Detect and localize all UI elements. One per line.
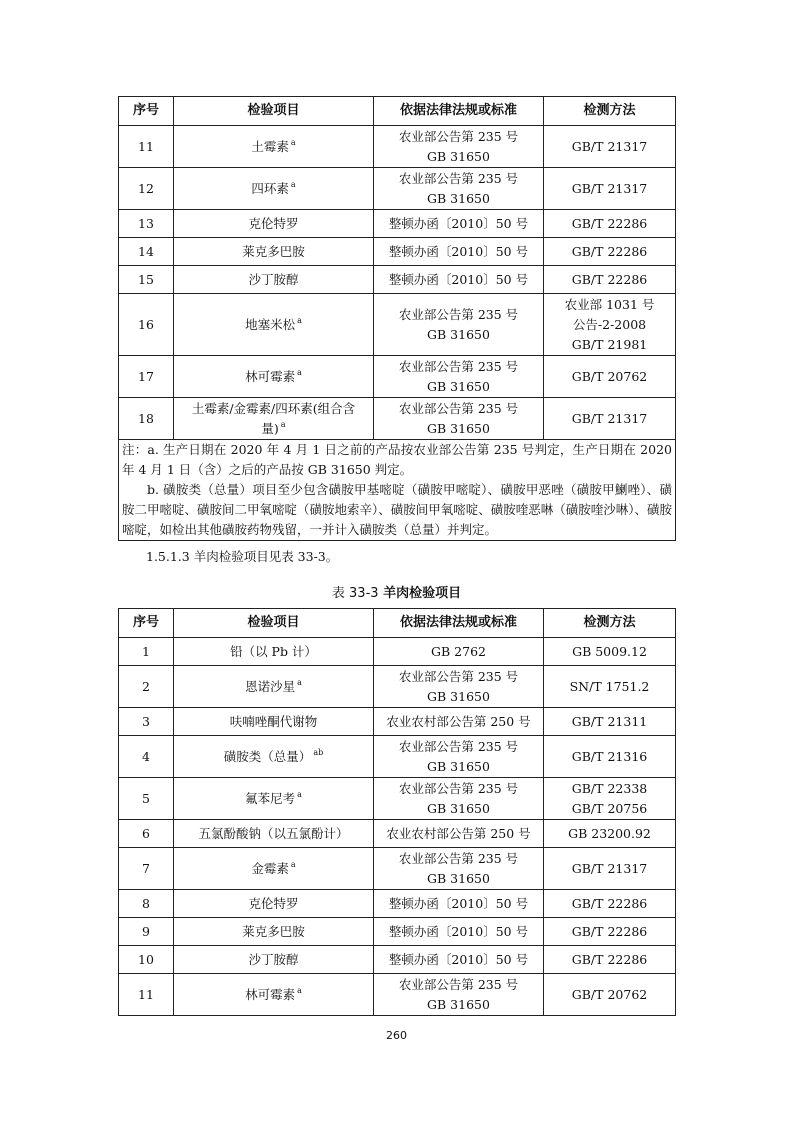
- table-caption-number: 表 33-3: [331, 586, 379, 601]
- row-number: [119, 168, 174, 210]
- item-cell: [174, 708, 374, 736]
- method-cell-text: GB/T 22286: [571, 895, 648, 911]
- table-row: [119, 238, 676, 266]
- basis-cell-text: 农业部公告第 235 号 GB 31650: [398, 738, 519, 774]
- footnote-marker: a: [297, 790, 302, 800]
- item-cell: [174, 848, 374, 890]
- table-row: [119, 778, 676, 820]
- row-number: [119, 266, 174, 294]
- table-row: [119, 736, 676, 778]
- method-cell-text: SN/T 1751.2: [569, 678, 650, 694]
- page-number: 260: [386, 1029, 407, 1042]
- row-number-text: 5: [142, 790, 150, 806]
- item-cell: [174, 168, 374, 210]
- method-cell-text: GB/T 21317: [571, 860, 648, 876]
- item-cell-text: 铅（以 Pb 计）: [230, 643, 317, 659]
- item-cell-text: 克伦特罗: [248, 895, 299, 911]
- basis-cell-text: 整顿办函〔2010〕50 号: [388, 895, 529, 911]
- item-cell-text: 土霉素: [251, 138, 289, 154]
- table-row: [119, 974, 676, 1016]
- basis-cell-text: 整顿办函〔2010〕50 号: [388, 951, 529, 967]
- table-row: [119, 708, 676, 736]
- table-row: [119, 398, 676, 440]
- item-cell: [174, 126, 374, 168]
- basis-cell: [374, 666, 544, 708]
- method-cell: [544, 890, 676, 918]
- method-cell: [544, 708, 676, 736]
- row-number-text: 8: [142, 895, 150, 911]
- row-number-text: 6: [142, 825, 150, 841]
- method-cell-text: GB/T 22286: [571, 923, 648, 939]
- item-cell: [174, 398, 374, 440]
- basis-cell-text: GB 2762: [431, 643, 486, 659]
- method-cell: [544, 398, 676, 440]
- method-cell-text: GB/T 21311: [571, 713, 648, 729]
- row-number: [119, 848, 174, 890]
- basis-cell: [374, 266, 544, 294]
- header-basis: 依据法律法规或标准: [374, 97, 544, 126]
- method-cell: [544, 848, 676, 890]
- basis-cell: [374, 238, 544, 266]
- row-number: [119, 974, 174, 1016]
- note-b: b. 磺胺类（总量）项目至少包含磺胺甲基嘧啶（磺胺甲嘧啶）、磺胺甲恶唑（磺胺甲鯻唑）、磺胺二甲嘧啶、磺胺间二甲氧嘧啶（磺胺地索辛）、磺胺间甲氧嘧啶、磺胺喹恶啉（磺胺喹沙啉）、磺胺嘧啶，如检出其他磺胺药物残留，一并计入磺胺类（总量）并判定。: [122, 482, 673, 537]
- footnote-marker: a: [297, 678, 302, 688]
- method-cell-text: GB/T 22286: [571, 243, 648, 259]
- row-number-text: 1: [142, 643, 150, 659]
- basis-cell-text: 整顿办函〔2010〕50 号: [388, 271, 529, 287]
- method-cell-text: GB/T 22338 GB/T 20756: [571, 780, 648, 816]
- inspection-table-continued: [118, 96, 676, 541]
- row-number: [119, 666, 174, 708]
- table-row: [119, 294, 676, 356]
- basis-cell-text: 农业农村部公告第 250 号: [386, 713, 531, 729]
- row-number-text: 7: [142, 860, 150, 876]
- method-cell-text: GB/T 22286: [571, 951, 648, 967]
- method-cell-text: GB/T 21317: [571, 138, 648, 154]
- row-number-text: 11: [138, 138, 154, 154]
- item-cell: [174, 266, 374, 294]
- table-row: [119, 638, 676, 666]
- row-number: [119, 918, 174, 946]
- basis-cell: [374, 820, 544, 848]
- row-number: [119, 398, 174, 440]
- item-cell-text: 莱克多巴胺: [242, 243, 305, 259]
- header-method: 检测方法: [544, 97, 676, 126]
- basis-cell: [374, 778, 544, 820]
- item-cell-text: 呋喃唑酮代谢物: [229, 713, 318, 729]
- method-cell: [544, 126, 676, 168]
- basis-cell-text: 农业农村部公告第 250 号: [386, 825, 531, 841]
- item-cell-text: 林可霉素: [245, 368, 296, 384]
- method-cell: [544, 946, 676, 974]
- row-number-text: 11: [138, 986, 154, 1002]
- row-number: [119, 890, 174, 918]
- method-cell-text: GB/T 21316: [571, 748, 648, 764]
- item-cell: [174, 918, 374, 946]
- footnote-marker: a: [290, 860, 296, 870]
- table-row: [119, 266, 676, 294]
- method-cell: [544, 356, 676, 398]
- row-number: [119, 210, 174, 238]
- basis-cell: [374, 126, 544, 168]
- method-cell: [544, 638, 676, 666]
- row-number: [119, 638, 174, 666]
- row-number-text: 9: [142, 923, 150, 939]
- note-a: 注：a. 生产日期在 2020 年 4 月 1 日之前的产品按农业部公告第 235 号判定，生产日期在 2020 年 4 月 1 日（含）之后的产品按 GB 31650 判定。: [122, 442, 672, 477]
- method-cell-text: GB 5009.12: [572, 643, 647, 659]
- header-item: 检验项目: [174, 97, 374, 126]
- row-number: [119, 946, 174, 974]
- item-cell-text: 四环素: [251, 180, 289, 196]
- table-row: [119, 890, 676, 918]
- basis-cell-text: 农业部公告第 235 号 GB 31650: [398, 128, 519, 164]
- table-row: [119, 168, 676, 210]
- item-cell: [174, 238, 374, 266]
- basis-cell-text: 农业部公告第 235 号 GB 31650: [398, 850, 519, 886]
- row-number-text: 16: [138, 316, 154, 332]
- method-cell: [544, 168, 676, 210]
- item-cell: [174, 974, 374, 1016]
- basis-cell: [374, 168, 544, 210]
- method-cell: [544, 736, 676, 778]
- table-row: [119, 820, 676, 848]
- basis-cell-text: 农业部公告第 235 号 GB 31650: [398, 400, 519, 436]
- item-cell: [174, 638, 374, 666]
- method-cell-text: GB/T 21317: [571, 180, 648, 196]
- method-cell: [544, 294, 676, 356]
- header-no: 序号: [119, 97, 174, 126]
- item-cell-text: 土霉素/金霉素/四环素(组合含 量): [191, 400, 356, 436]
- row-number: [119, 708, 174, 736]
- method-cell-text: GB/T 21317: [571, 410, 648, 426]
- row-number-text: 12: [138, 180, 154, 196]
- footnote-marker: a: [297, 986, 302, 996]
- method-cell: [544, 210, 676, 238]
- table-notes-row: [119, 440, 676, 541]
- table-caption-title: 羊肉检验项目: [383, 586, 462, 601]
- row-number: [119, 356, 174, 398]
- basis-cell: [374, 848, 544, 890]
- table-row: [119, 666, 676, 708]
- row-number-text: 13: [138, 215, 154, 231]
- row-number: [119, 736, 174, 778]
- table-row: [119, 210, 676, 238]
- row-number-text: 4: [142, 748, 150, 764]
- basis-cell: [374, 974, 544, 1016]
- row-number-text: 14: [138, 243, 154, 259]
- basis-cell: [374, 638, 544, 666]
- basis-cell-text: 整顿办函〔2010〕50 号: [388, 243, 529, 259]
- table-row: [119, 946, 676, 974]
- method-cell: [544, 820, 676, 848]
- method-cell: [544, 238, 676, 266]
- method-cell-text: GB/T 20762: [571, 986, 648, 1002]
- footnote-marker: a: [280, 420, 286, 430]
- basis-cell: [374, 708, 544, 736]
- table-header-row: [119, 609, 676, 638]
- section-paragraph: 1.5.1.3 羊肉检验项目见表 33-3。: [146, 549, 339, 564]
- footnote-marker: a: [297, 316, 302, 326]
- method-cell: [544, 778, 676, 820]
- row-number: [119, 820, 174, 848]
- basis-cell: [374, 398, 544, 440]
- item-cell: [174, 890, 374, 918]
- basis-cell: [374, 890, 544, 918]
- basis-cell-text: 农业部公告第 235 号 GB 31650: [398, 780, 519, 816]
- basis-cell-text: 农业部公告第 235 号 GB 31650: [398, 976, 519, 1012]
- basis-cell: [374, 946, 544, 974]
- item-cell: [174, 736, 374, 778]
- item-cell-text: 莱克多巴胺: [242, 923, 305, 939]
- item-cell-text: 沙丁胺醇: [248, 951, 299, 967]
- method-cell-text: GB 23200.92: [568, 825, 651, 841]
- basis-cell: [374, 294, 544, 356]
- basis-cell-text: 农业部公告第 235 号 GB 31650: [398, 668, 519, 704]
- item-cell-text: 地塞米松: [245, 316, 296, 332]
- item-cell-text: 氟苯尼考: [245, 790, 296, 806]
- basis-cell: [374, 356, 544, 398]
- basis-cell: [374, 736, 544, 778]
- item-cell-text: 金霉素: [251, 860, 289, 876]
- item-cell-text: 磺胺类（总量）: [223, 748, 312, 764]
- row-number-text: 17: [138, 368, 154, 384]
- table-row: [119, 126, 676, 168]
- method-cell-text: GB/T 20762: [571, 368, 648, 384]
- item-cell-text: 五氯酚酸钠（以五氯酚计）: [198, 825, 349, 841]
- row-number: [119, 126, 174, 168]
- header-item: 检验项目: [174, 609, 374, 638]
- basis-cell-text: 整顿办函〔2010〕50 号: [388, 215, 529, 231]
- item-cell: [174, 666, 374, 708]
- header-method: 检测方法: [544, 609, 676, 638]
- item-cell: [174, 946, 374, 974]
- method-cell-text: GB/T 22286: [571, 271, 648, 287]
- basis-cell: [374, 210, 544, 238]
- method-cell: [544, 266, 676, 294]
- item-cell: [174, 294, 374, 356]
- method-cell: [544, 666, 676, 708]
- table-notes: [119, 440, 676, 541]
- row-number-text: 10: [138, 951, 154, 967]
- method-cell-text: 农业部 1031 号 公告-2-2008 GB/T 21981: [564, 296, 655, 352]
- item-cell: [174, 210, 374, 238]
- basis-cell-text: 农业部公告第 235 号 GB 31650: [398, 358, 519, 394]
- table-header-row: [119, 97, 676, 126]
- item-cell: [174, 820, 374, 848]
- basis-cell: [374, 918, 544, 946]
- item-cell-text: 沙丁胺醇: [248, 271, 299, 287]
- basis-cell-text: 整顿办函〔2010〕50 号: [388, 923, 529, 939]
- method-cell: [544, 918, 676, 946]
- basis-cell-text: 农业部公告第 235 号 GB 31650: [398, 306, 519, 342]
- item-cell-text: 克伦特罗: [248, 215, 299, 231]
- item-cell: [174, 778, 374, 820]
- method-cell-text: GB/T 22286: [571, 215, 648, 231]
- row-number-text: 3: [142, 713, 150, 729]
- row-number: [119, 778, 174, 820]
- mutton-inspection-table: [118, 608, 676, 1016]
- table-caption: [0, 582, 793, 601]
- header-no: 序号: [119, 609, 174, 638]
- method-cell: [544, 974, 676, 1016]
- row-number-text: 15: [138, 271, 154, 287]
- row-number-text: 2: [142, 678, 150, 694]
- table-row: [119, 918, 676, 946]
- header-basis: 依据法律法规或标准: [374, 609, 544, 638]
- item-cell-text: 林可霉素: [245, 986, 296, 1002]
- footnote-marker: a: [297, 368, 302, 378]
- row-number: [119, 294, 174, 356]
- row-number: [119, 238, 174, 266]
- row-number-text: 18: [138, 410, 154, 426]
- table-row: [119, 848, 676, 890]
- footnote-marker: a: [290, 138, 296, 148]
- table-row: [119, 356, 676, 398]
- item-cell: [174, 356, 374, 398]
- basis-cell-text: 农业部公告第 235 号 GB 31650: [398, 170, 519, 206]
- footnote-marker: a: [290, 180, 296, 190]
- footnote-marker: ab: [313, 748, 324, 758]
- item-cell-text: 恩诺沙星: [245, 678, 296, 694]
